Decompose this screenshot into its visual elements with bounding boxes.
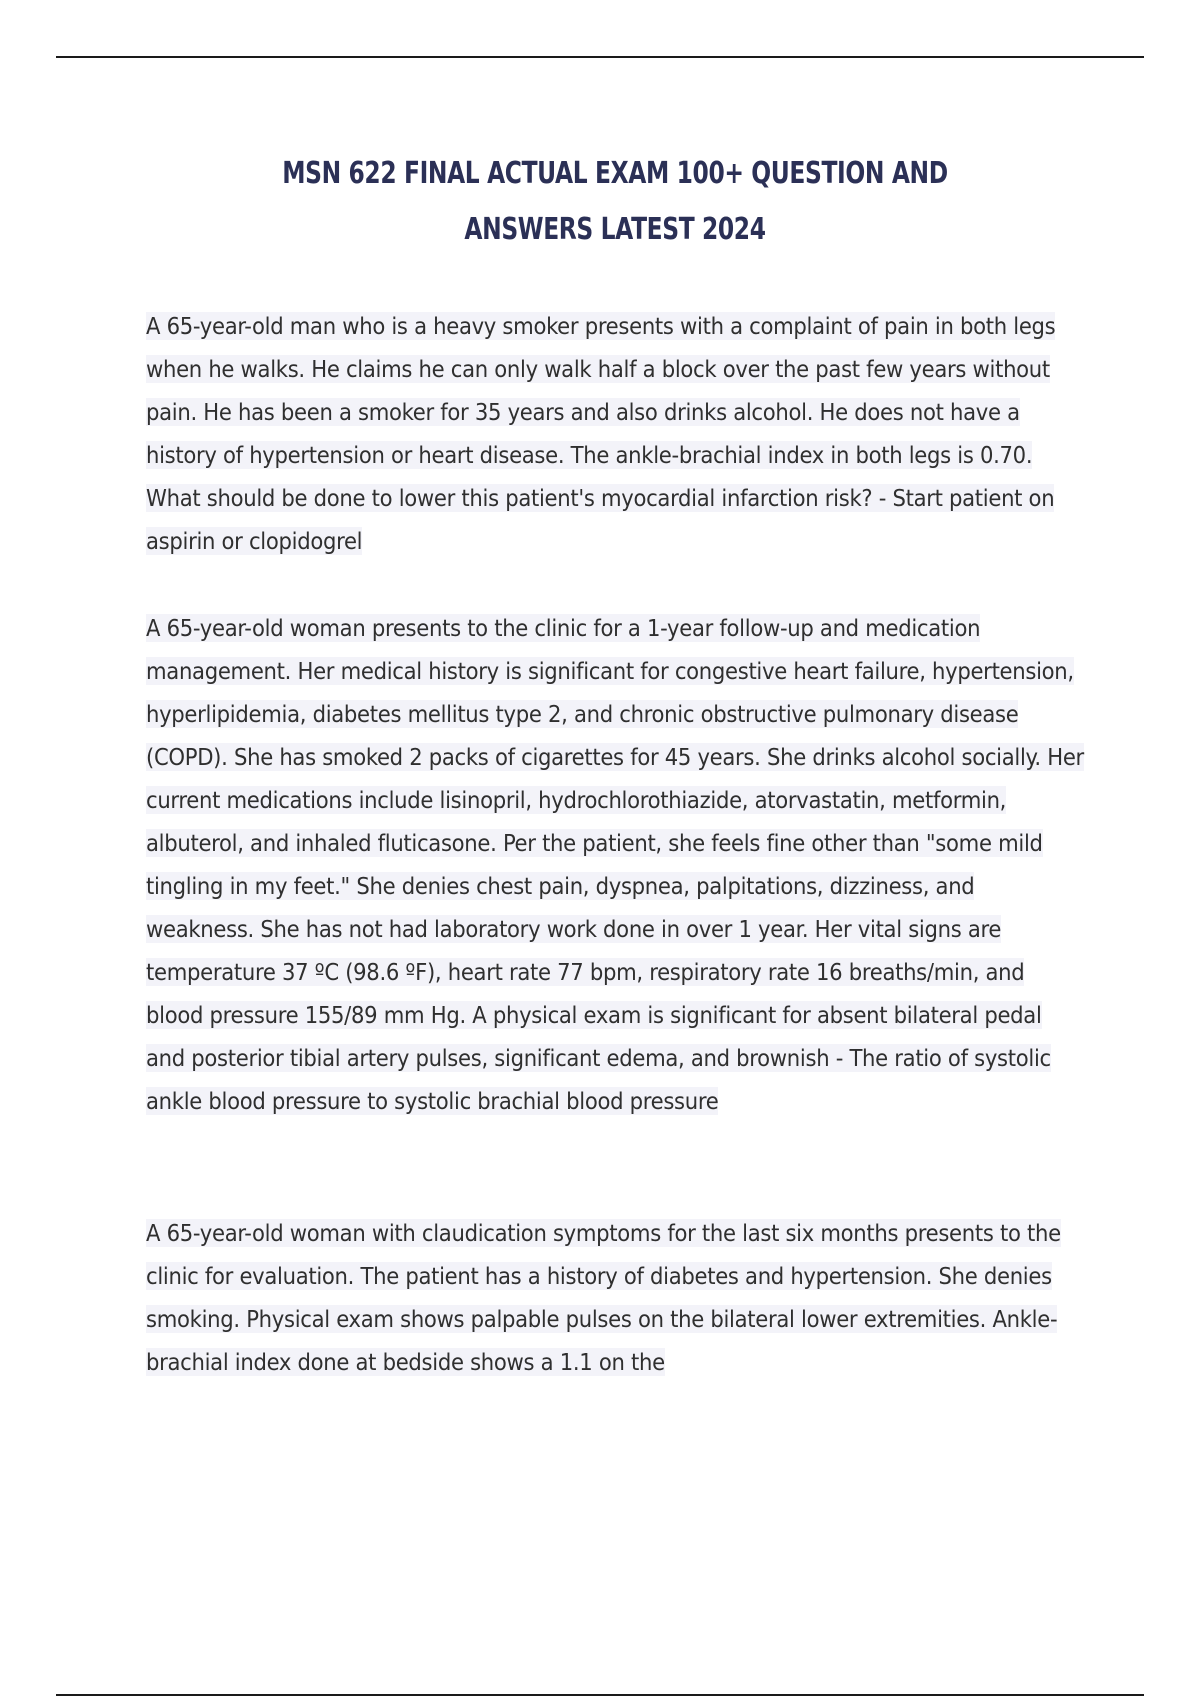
question-answer-1 [146,305,1084,563]
question-answer-text: A 65-year-old woman presents to the clinic for a 1-year follow-up and medication management. Her medical history is significant for congestive heart failure, hypertension, hyperlipidemia, diabetes mellitus type 2, and chronic obstructive pulmonary disease (COPD). She has smoked 2 packs of cigarettes for 45 years. She drinks alcohol socially. Her current medications include lisinopril, hydrochlorothiazide, atorvastatin, metformin, albuterol, and inhaled fluticasone. Per the patient, she feels fine other than "some mild tingling in my feet." She denies chest pain, dyspnea, palpitations, dizziness, and weakness. She has not had laboratory work done in over 1 year. Her vital signs are temperature 37 ºC (98.6 ºF), heart rate 77 bpm, respiratory rate 16 breaths/min, and blood pressure 155/89 mm Hg. A physical exam is significant for absent bilateral pedal and posterior tibial artery pulses, significant edema, and brownish - The ratio of systolic ankle blood pressure to systolic brachial blood pressure [146,614,1084,1115]
bottom-rule [56,1694,1144,1696]
question-answer-text: A 65-year-old woman with claudication symptoms for the last six months presents to the clinic for evaluation. The patient has a history of diabetes and hypertension. She denies smoking. Physical exam shows palpable pulses on the bilateral lower extremities. Ankle-brachial index done at bedside shows a 1.1 on the [146,1219,1061,1376]
question-answer-2 [146,607,1084,1123]
question-answer-text: A 65-year-old man who is a heavy smoker presents with a complaint of pain in both legs when he walks. He claims he can only walk half a block over the past few years without pain. He has been a smoker for 35 years and also drinks alcohol. He does not have a history of hypertension or heart disease. The ankle-brachial index in both legs is 0.70. What should be done to lower this patient's myocardial infarction risk? - Start patient on aspirin or clopidogrel [146,312,1056,555]
document-title: MSN 622 FINAL ACTUAL EXAM 100+ QUESTION AND ANSWERS LATEST 2024 [282,156,948,247]
top-rule [56,56,1144,58]
question-answer-3 [146,1212,1084,1384]
